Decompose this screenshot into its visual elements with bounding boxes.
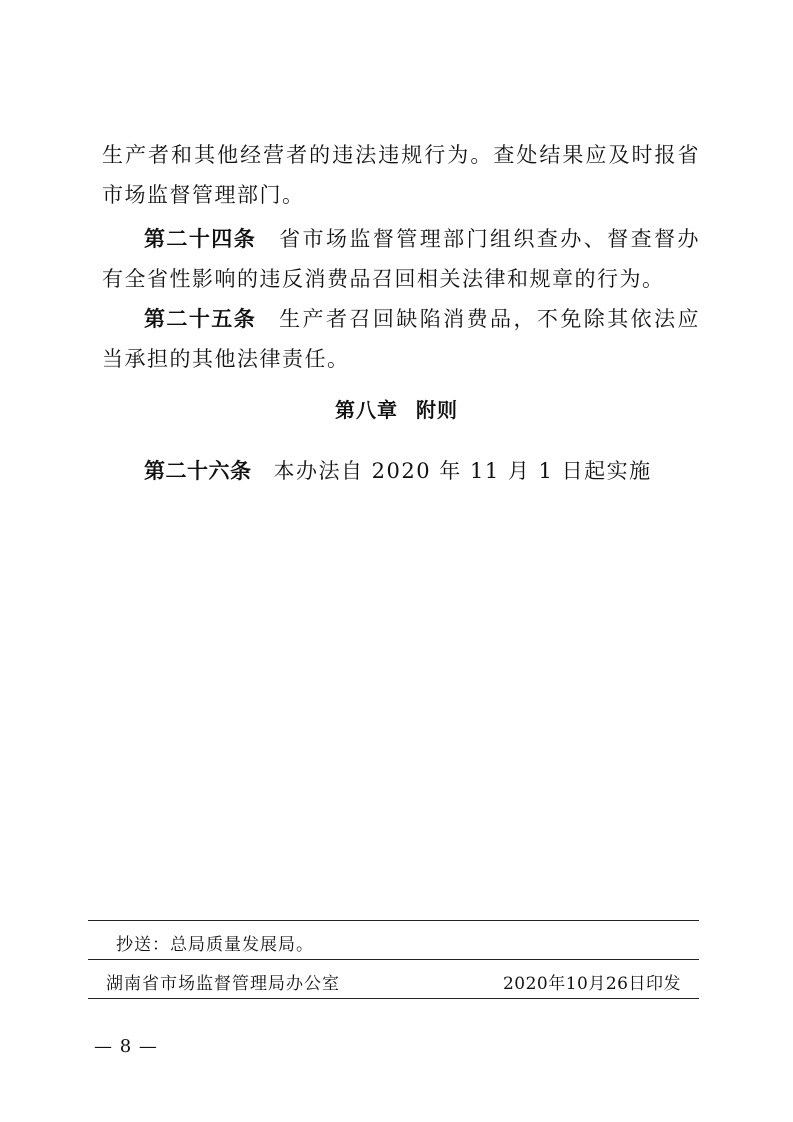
article-25	[102, 299, 700, 379]
article-25-title: 第二十五条	[144, 307, 257, 331]
paragraph-text: 生产者和其他经营者的违法违规行为。查处结果应及时报省市场监督管理部门。	[102, 143, 700, 207]
issue-date: 2020年10月26日印发	[502, 974, 681, 994]
chapter-heading	[0, 394, 793, 423]
chapter-name: 附则	[416, 398, 458, 422]
article-26-title: 第二十六条	[144, 459, 252, 483]
chapter-number: 第八章	[335, 398, 398, 422]
article-24-title: 第二十四条	[144, 227, 257, 251]
footer-middle-rule	[88, 959, 699, 960]
paragraph-continuation	[102, 135, 700, 215]
article-26	[102, 451, 700, 491]
article-25-text: 生产者召回缺陷消费品，不免除其依法应当承担的其他法律责任。	[102, 307, 701, 371]
footer-top-rule	[88, 920, 699, 921]
issuing-office: 湖南省市场监督管理局办公室	[106, 974, 340, 994]
article-26-text: 本办法自 2020 年 11 月 1 日起实施	[273, 459, 652, 483]
cc-line: 抄送：总局质量发展局。	[116, 935, 314, 955]
page-number: — 8 —	[94, 1036, 158, 1057]
article-24-text: 省市场监督管理部门组织查办、督查督办有全省性影响的违反消费品召回相关法律和规章的行为。	[102, 227, 701, 291]
article-24	[102, 219, 700, 299]
footer-bottom-rule	[88, 998, 699, 999]
